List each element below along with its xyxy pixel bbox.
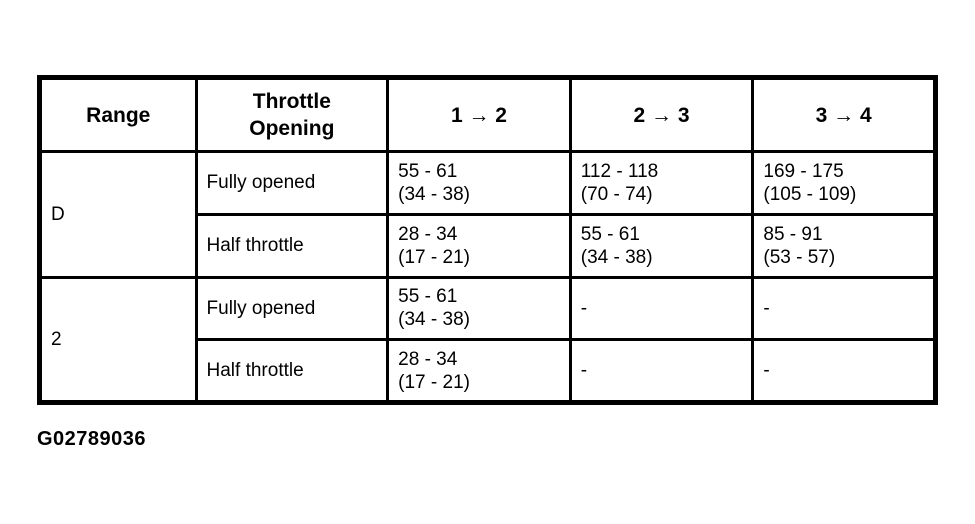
range-cell-d: D <box>40 152 197 278</box>
speed-kmh: 55 - 61 <box>580 223 640 245</box>
speed-mph: (17 - 21) <box>398 246 470 268</box>
throttle-cell: Half throttle <box>196 214 388 277</box>
throttle-cell: Half throttle <box>196 340 388 403</box>
header-throttle-label: Throttle Opening <box>249 90 335 140</box>
shift-1-2-cell <box>388 277 571 340</box>
speed-mph: (34 - 38) <box>398 183 470 205</box>
throttle-cell: Fully opened <box>196 152 388 215</box>
speed-kmh: 28 - 34 <box>398 348 458 370</box>
speed-kmh: 55 - 61 <box>398 160 458 182</box>
shift-3-4-cell <box>753 214 936 277</box>
speed-mph: (105 - 109) <box>763 183 857 205</box>
throttle-cell: Fully opened <box>196 277 388 340</box>
shift-3-4-cell <box>753 152 936 215</box>
table-row <box>40 277 936 340</box>
shift-speed-table <box>37 75 938 405</box>
figure-id: G02789036 <box>37 428 147 450</box>
header-shift-3-4: 3 → 4 <box>753 78 936 152</box>
shift-1-2-cell <box>388 152 571 215</box>
speed-mph: (53 - 57) <box>763 246 836 268</box>
speed-kmh: 169 - 175 <box>763 160 844 182</box>
speed-kmh: 55 - 61 <box>398 286 458 308</box>
speed-mph: (34 - 38) <box>580 246 653 268</box>
speed-kmh: 112 - 118 <box>580 160 659 182</box>
shift-2-3-cell: - <box>570 277 753 340</box>
speed-kmh: 85 - 91 <box>763 223 823 245</box>
speed-kmh: 28 - 34 <box>398 223 458 245</box>
header-shift-2-3: 2 → 3 <box>570 78 753 152</box>
shift-3-4-cell: - <box>753 340 936 403</box>
range-cell-2: 2 <box>40 277 197 403</box>
header-range: Range <box>40 78 197 152</box>
speed-mph: (34 - 38) <box>398 309 470 331</box>
speed-mph: (70 - 74) <box>580 183 653 205</box>
shift-2-3-cell: - <box>570 340 753 403</box>
header-throttle-opening <box>196 78 388 152</box>
header-shift-1-2: 1 → 2 <box>388 78 571 152</box>
speed-mph: (17 - 21) <box>398 371 470 393</box>
shift-1-2-cell <box>388 340 571 403</box>
shift-2-3-cell <box>570 152 753 215</box>
shift-2-3-cell <box>570 214 753 277</box>
shift-1-2-cell <box>388 214 571 277</box>
table-header-row <box>40 78 936 152</box>
shift-3-4-cell: - <box>753 277 936 340</box>
table-row <box>40 152 936 215</box>
